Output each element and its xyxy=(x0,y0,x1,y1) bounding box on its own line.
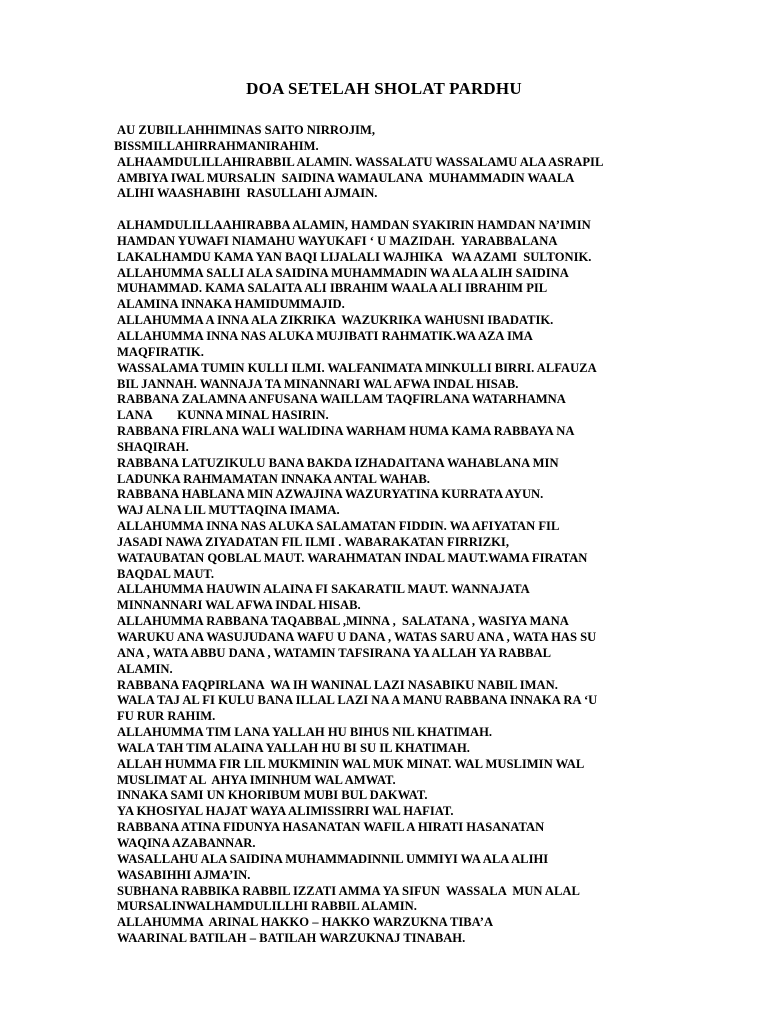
text-line: WASSALAMA TUMIN KULLI ILMI. WALFANIMATA MINKULLI BIRRI. ALFAUZA xyxy=(117,360,597,375)
text-line: RABBANA ZALAMNA ANFUSANA WAILLAM TAQFIRLANA WATARHAMNA xyxy=(117,392,566,407)
text-line: WATAUBATAN QOBLAL MAUT. WARAHMATAN INDAL MAUT.WAMA FIRATAN xyxy=(117,550,588,565)
text-line: RABBANA FAQPIRLANA WA IH WANINAL LAZI NASABIKU NABIL IMAN. xyxy=(117,677,558,692)
text-line: ALLAHUMMA HAUWIN ALAINA FI SAKARATIL MAUT. WANNAJATA xyxy=(117,582,530,597)
text-line: YA KHOSIYAL HAJAT WAYA ALIMISSIRRI WAL HAFIAT. xyxy=(117,804,454,819)
text-line: INNAKA SAMI UN KHORIBUM MUBI BUL DAKWAT. xyxy=(117,788,428,803)
text-line: MUHAMMAD. KAMA SALAITA ALI IBRAHIM WAALA ALI IBRAHIM PIL xyxy=(117,281,548,296)
text-line: MAQFIRATIK. xyxy=(117,344,204,359)
paragraph-gap xyxy=(117,202,737,218)
prayer-text xyxy=(114,123,737,947)
text-line: RABBANA ATINA FIDUNYA HASANATAN WAFIL A HIRATI HASANATAN xyxy=(117,820,545,835)
text-line: ALLAHUMMA INNA NAS ALUKA MUJIBATI RAHMATIK.WA AZA IMA xyxy=(117,328,533,343)
text-line: ALHAMDULILLAAHIRABBA ALAMIN, HAMDAN SYAKIRIN HAMDAN NA’IMIN xyxy=(117,218,591,233)
document-title: DOA SETELAH SHOLAT PARDHU xyxy=(246,79,522,98)
text-line: ALIHI WAASHABIHI RASULLAHI AJMAIN. xyxy=(117,186,378,201)
text-line: ALHAAMDULILLAHIRABBIL ALAMIN. WASSALATU WASSALAMU ALA ASRAPIL xyxy=(117,154,604,169)
text-line: RABBANA HABLANA MIN AZWAJINA WAZURYATINA KURRATA AYUN. xyxy=(117,487,544,502)
text-line: FU RUR RAHIM. xyxy=(117,709,216,724)
prayer-body xyxy=(117,218,737,947)
text-line: WALA TAJ AL FI KULU BANA ILLAL LAZI NA A MANU RABBANA INNAKA RA ‘U xyxy=(117,693,598,708)
text-line: WAJ ALNA LIL MUTTAQINA IMAMA. xyxy=(117,503,340,518)
text-line: WAQINA AZABANNAR. xyxy=(117,835,256,850)
text-line: LANA KUNNA MINAL HASIRIN. xyxy=(117,408,329,423)
text-line: ALLAH HUMMA FIR LIL MUKMININ WAL MUK MINAT. WAL MUSLIMIN WAL xyxy=(117,756,585,771)
text-line: ANA , WATA ABBU DANA , WATAMIN TAFSIRANA YA ALLAH YA RABBAL xyxy=(117,645,551,660)
text-line: AMBIYA IWAL MURSALIN SAIDINA WAMAULANA MUHAMMADIN WAALA xyxy=(117,170,575,185)
text-line: LAKALHAMDU KAMA YAN BAQI LIJALALI WAJHIKA WA AZAMI SULTONIK. xyxy=(117,249,592,264)
text-line: BIL JANNAH. WANNAJA TA MINANNARI WAL AFWA INDAL HISAB. xyxy=(117,376,519,391)
text-line: WASALLAHU ALA SAIDINA MUHAMMADINNIL UMMIYI WA ALA ALIHI xyxy=(117,851,549,866)
text-line: JASADI NAWA ZIYADATAN FIL ILMI . WABARAKATAN FIRRIZKI, xyxy=(117,534,509,549)
text-line: ALAMINA INNAKA HAMIDUMMAJID. xyxy=(117,297,345,312)
text-line: MURSALINWALHAMDULILLHI RABBIL ALAMIN. xyxy=(117,899,417,914)
text-line: WALA TAH TIM ALAINA YALLAH HU BI SU IL KHATIMAH. xyxy=(117,740,470,755)
text-line: BAQDAL MAUT. xyxy=(117,566,215,581)
text-line: MUSLIMAT AL AHYA IMINHUM WAL AMWAT. xyxy=(117,772,396,787)
text-line: AU ZUBILLAHHIMINAS SAITO NIRROJIM, xyxy=(117,123,375,137)
text-line: ALLAHUMMA TIM LANA YALLAH HU BIHUS NIL KHATIMAH. xyxy=(117,725,493,740)
text-line: SUBHANA RABBIKA RABBIL IZZATI AMMA YA SIFUN WASSALA MUN ALAL xyxy=(117,883,580,898)
text-line: ALAMIN. xyxy=(117,661,173,676)
text-line: ALLAHUMMA A INNA ALA ZIKRIKA WAZUKRIKA WAHUSNI IBADATIK. xyxy=(117,313,554,328)
text-line: WASABIHHI AJMA’IN. xyxy=(117,867,251,882)
text-line: LADUNKA RAHMAMATAN INNAKA ANTAL WAHAB. xyxy=(117,471,430,486)
text-line: ALLAHUMMA RABBANA TAQABBAL ,MINNA , SALATANA , WASIYA MANA xyxy=(117,614,569,629)
text-line: SHAQIRAH. xyxy=(117,439,189,454)
text-line: ALLAHUMMA ARINAL HAKKO – HAKKO WARZUKNA TIBA’A xyxy=(117,915,494,930)
text-line: ALLAHUMMA INNA NAS ALUKA SALAMATAN FIDDIN. WA AFIYATAN FIL xyxy=(117,519,560,534)
text-line: HAMDAN YUWAFI NIAMAHU WAYUKAFI ‘ U MAZIDAH. YARABBALANA xyxy=(117,233,558,248)
text-line: WARUKU ANA WASUJUDANA WAFU U DANA , WATAS SARU ANA , WATA HAS SU xyxy=(117,630,597,644)
text-line: BISSMILLAHIRRAHMANIRAHIM. xyxy=(114,138,319,153)
text-line: MINNANNARI WAL AFWA INDAL HISAB. xyxy=(117,598,361,613)
text-line: RABBANA FIRLANA WALI WALIDINA WARHAM HUMA KAMA RABBAYA NA xyxy=(117,424,575,439)
text-line: ALLAHUMMA SALLI ALA SAIDINA MUHAMMADIN WA ALA ALIH SAIDINA xyxy=(117,265,569,280)
text-line: WAARINAL BATILAH – BATILAH WARZUKNAJ TINABAH. xyxy=(117,931,466,946)
text-line: RABBANA LATUZIKULU BANA BAKDA IZHADAITANA WAHABLANA MIN xyxy=(117,455,559,470)
